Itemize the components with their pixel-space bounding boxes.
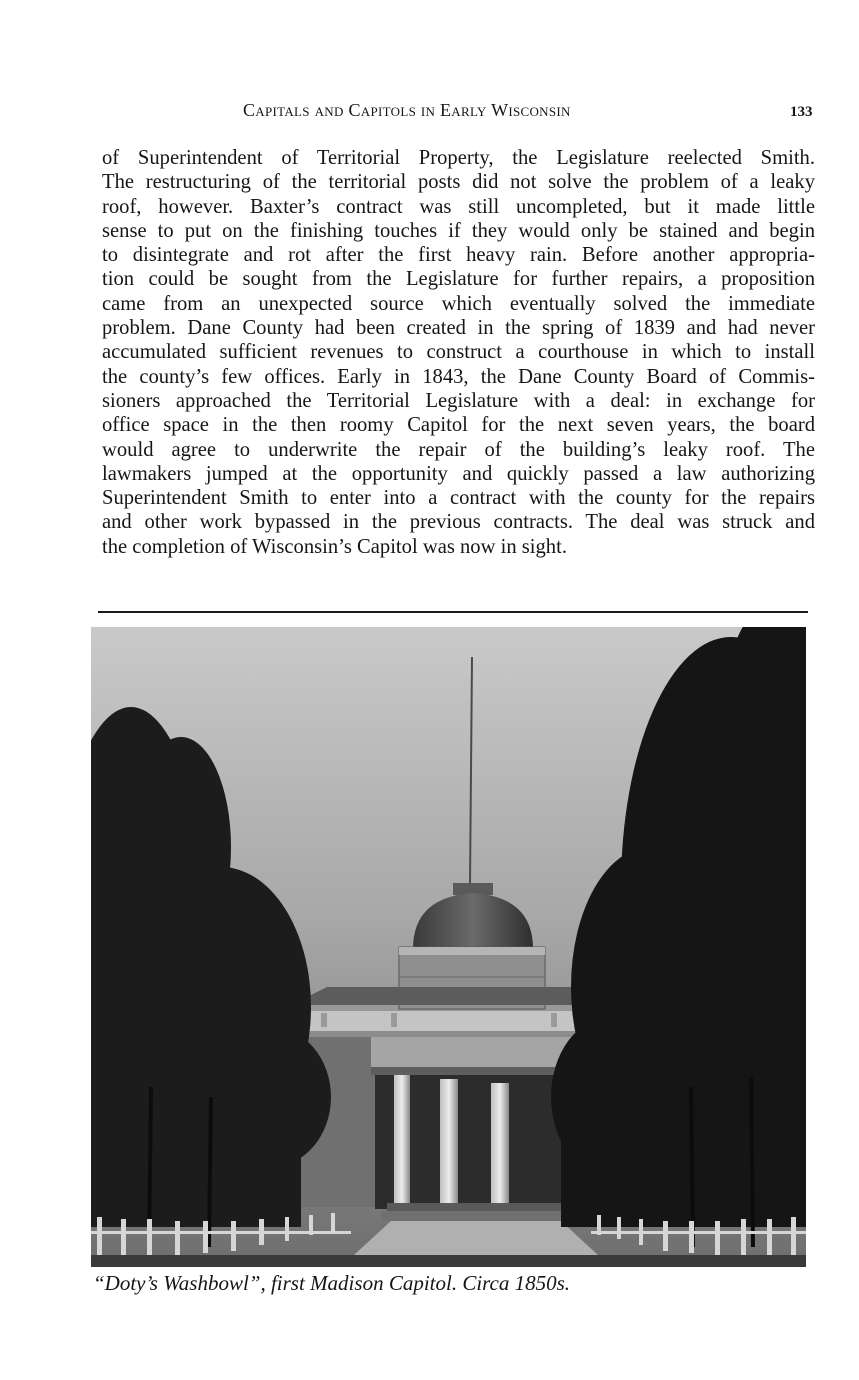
text-line: accumulated sufficient revenues to construct a courthouse in which to install	[102, 341, 815, 364]
text-line: of Superintendent of Territorial Property, the Legislature reelected Smith.	[102, 147, 815, 169]
text-line: the county’s few offices. Early in 1843, the Dane County Board of Commis-	[102, 365, 815, 388]
column	[491, 1083, 509, 1203]
text-line: sense to put on the finishing touches if they would only be stained and begin	[102, 219, 815, 242]
text-line: tion could be sought from the Legislature for further repairs, a proposition	[102, 268, 815, 291]
capitol-photograph	[91, 627, 806, 1267]
column	[394, 1075, 410, 1203]
body-paragraph	[102, 146, 815, 559]
figure-caption: “Doty’s Washbowl”, first Madison Capitol. Circa 1850s.	[93, 1271, 571, 1295]
text-line: Superintendent Smith to enter into a contract with the county for the repairs	[102, 487, 815, 510]
running-head: Capitals and Capitols in Early Wisconsin	[243, 100, 571, 120]
text-line: The restructuring of the territorial posts did not solve the problem of a leaky	[102, 171, 815, 194]
text-line: problem. Dane County had been created in the spring of 1839 and had never	[102, 317, 815, 340]
text-line: came from an unexpected source which eventually solved the immediate	[102, 292, 815, 315]
text-line: roof, however. Baxter’s contract was still uncompleted, but it made little	[102, 195, 815, 218]
text-line: to disintegrate and rot after the first heavy rain. Before another appropria-	[102, 244, 815, 267]
text-line: lawmakers jumped at the opportunity and quickly passed a law authorizing	[102, 462, 815, 485]
text-line: office space in the then roomy Capitol for the next seven years, the board	[102, 414, 815, 437]
column	[440, 1079, 458, 1203]
text-line: sioners approached the Territorial Legislature with a deal: in exchange for	[102, 389, 815, 412]
page-number: 133	[790, 104, 813, 120]
text-line: would agree to underwrite the repair of the building’s leaky roof. The	[102, 438, 815, 461]
horizontal-rule	[98, 611, 808, 613]
text-line: the completion of Wisconsin’s Capitol was now in sight.	[102, 535, 567, 558]
text-line: and other work bypassed in the previous contracts. The deal was struck and	[102, 511, 815, 534]
portico	[371, 1037, 571, 1071]
